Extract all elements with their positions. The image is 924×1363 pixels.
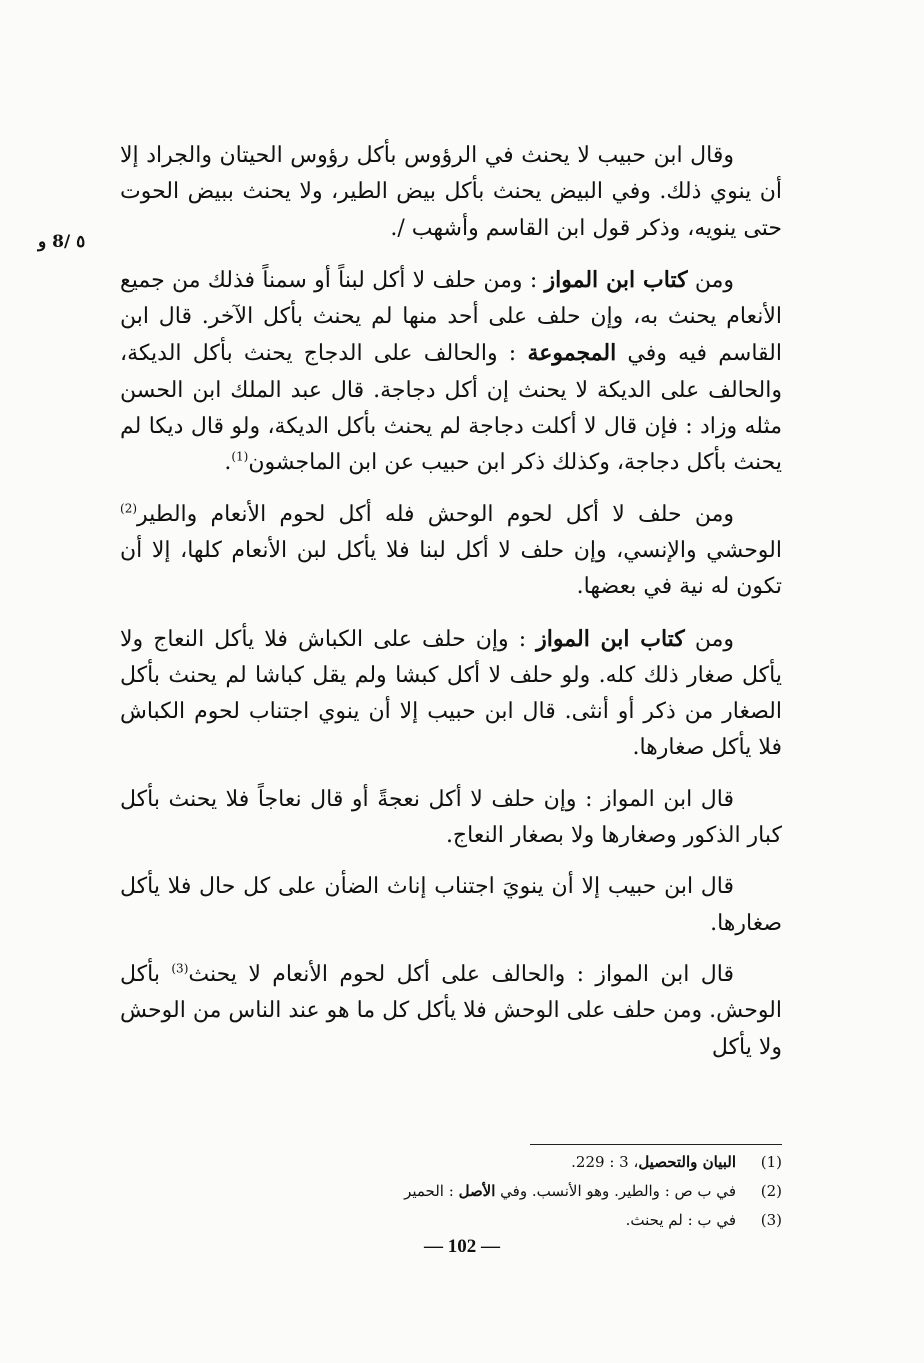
text-run: ومن — [684, 626, 734, 652]
footnotes — [320, 1148, 782, 1235]
bold-reference: البيان والتحصيل — [638, 1153, 736, 1171]
text-run: : ومن حلف لا أكل لبناً أو سمناً فذلك من جميع الأنعام يحنث به، وإن حلف على أحد منها لم يحنث بأكل الآخر. قال ابن القاسم فيه وفي — [120, 267, 782, 367]
text-run: وقال ابن حبيب لا يحنث في الرؤوس بأكل رؤوس الحيتان والجراد إلا أن ينوي ذلك. وفي البيض يحنث بأكل بيض الطير، ولا يحنث ببيض الحوت حتى ينويه، وذكر قول ابن القاسم وأشهب /. — [120, 143, 782, 241]
paragraph — [120, 262, 782, 482]
footnote-ref: (2) — [120, 501, 138, 516]
text-run: ومن حلف لا أكل لحوم الوحش فله أكل لحوم الأنعام والطير — [137, 501, 734, 527]
bold-reference: كتاب ابن المواز — [544, 266, 688, 293]
paragraph — [120, 782, 782, 855]
paragraph — [120, 138, 782, 247]
paragraph — [120, 957, 782, 1066]
text-run: قال ابن المواز : والحالف على أكل لحوم الأنعام لا يحنث — [188, 961, 734, 987]
footnote — [320, 1177, 782, 1206]
footnote-ref: (3) — [171, 961, 189, 976]
margin-folio-note: ٥ /8 و — [38, 232, 86, 252]
text-run: : الحمير — [404, 1182, 459, 1200]
paragraph — [120, 497, 782, 606]
paragraph — [120, 621, 782, 767]
footnote — [320, 1206, 782, 1235]
text-run: ومن — [687, 267, 734, 293]
footnote-number: (2) — [760, 1182, 782, 1200]
text-run: قال ابن حبيب إلا أن ينويَ اجتناب إناث الضأن على كل حال فلا يأكل صغارها. — [120, 874, 782, 936]
text-run: قال ابن المواز : وإن حلف لا أكل نعجةً أو قال نعاجاً فلا يحنث بأكل كبار الذكور وصغارها ولا بصغار النعاج. — [120, 786, 782, 849]
page-number: — 102 — — [424, 1236, 500, 1257]
text-run: في ب : لم يحنث. — [625, 1211, 736, 1229]
paragraph — [120, 869, 782, 942]
footnote-ref: (1) — [231, 450, 249, 465]
text-run: . — [224, 450, 232, 476]
text-run: : والحالف على الدجاج يحنث بأكل الديكة، والحالف على الديكة لا يحنث إن أكل دجاجة. قال عبد الملك ابن الحسن مثله وزاد : فإن قال لا أكلت دجاجة لم يحنث بأكل الديكة، ولو قال ديكا لم يحنث بأكل دجاجة، وكذلك ذكر ابن حبيب عن ابن الماجشون — [120, 341, 782, 476]
footnote — [320, 1148, 782, 1177]
text-run: الوحشي والإنسي، وإن حلف لا أكل لبنا فلا يأكل لبن الأنعام كلها، إلا أن تكون له نية في بعضها. — [120, 537, 782, 600]
text-run: ، 3 : 229. — [571, 1153, 639, 1171]
bold-reference: كتاب ابن المواز — [536, 625, 685, 652]
footnote-number: (3) — [760, 1211, 782, 1229]
footnote-number: (1) — [760, 1153, 782, 1171]
bold-reference: الأصل — [458, 1182, 496, 1200]
text-run: : وإن حلف على الكباش فلا يأكل النعاج ولا يأكل صغار ذلك كله. ولو حلف لا أكل كبشا ولم يقل كباشا لم يحنث بأكل الصغار من ذكر أو أنثى. قال ابن حبيب إلا أن ينوي اجتناب لحوم الكباش فلا يأكل صغارها. — [120, 626, 782, 761]
footnote-separator — [530, 1144, 782, 1145]
bold-reference: المجموعة — [527, 340, 617, 367]
text-run: بأكل الوحش. ومن حلف على الوحش فلا يأكل كل ما هو عند الناس من الوحش ولا يأكل — [120, 961, 782, 1060]
main-text — [120, 138, 782, 1081]
text-run: في ب ص : والطير. وهو الأنسب. وفي — [495, 1182, 736, 1200]
